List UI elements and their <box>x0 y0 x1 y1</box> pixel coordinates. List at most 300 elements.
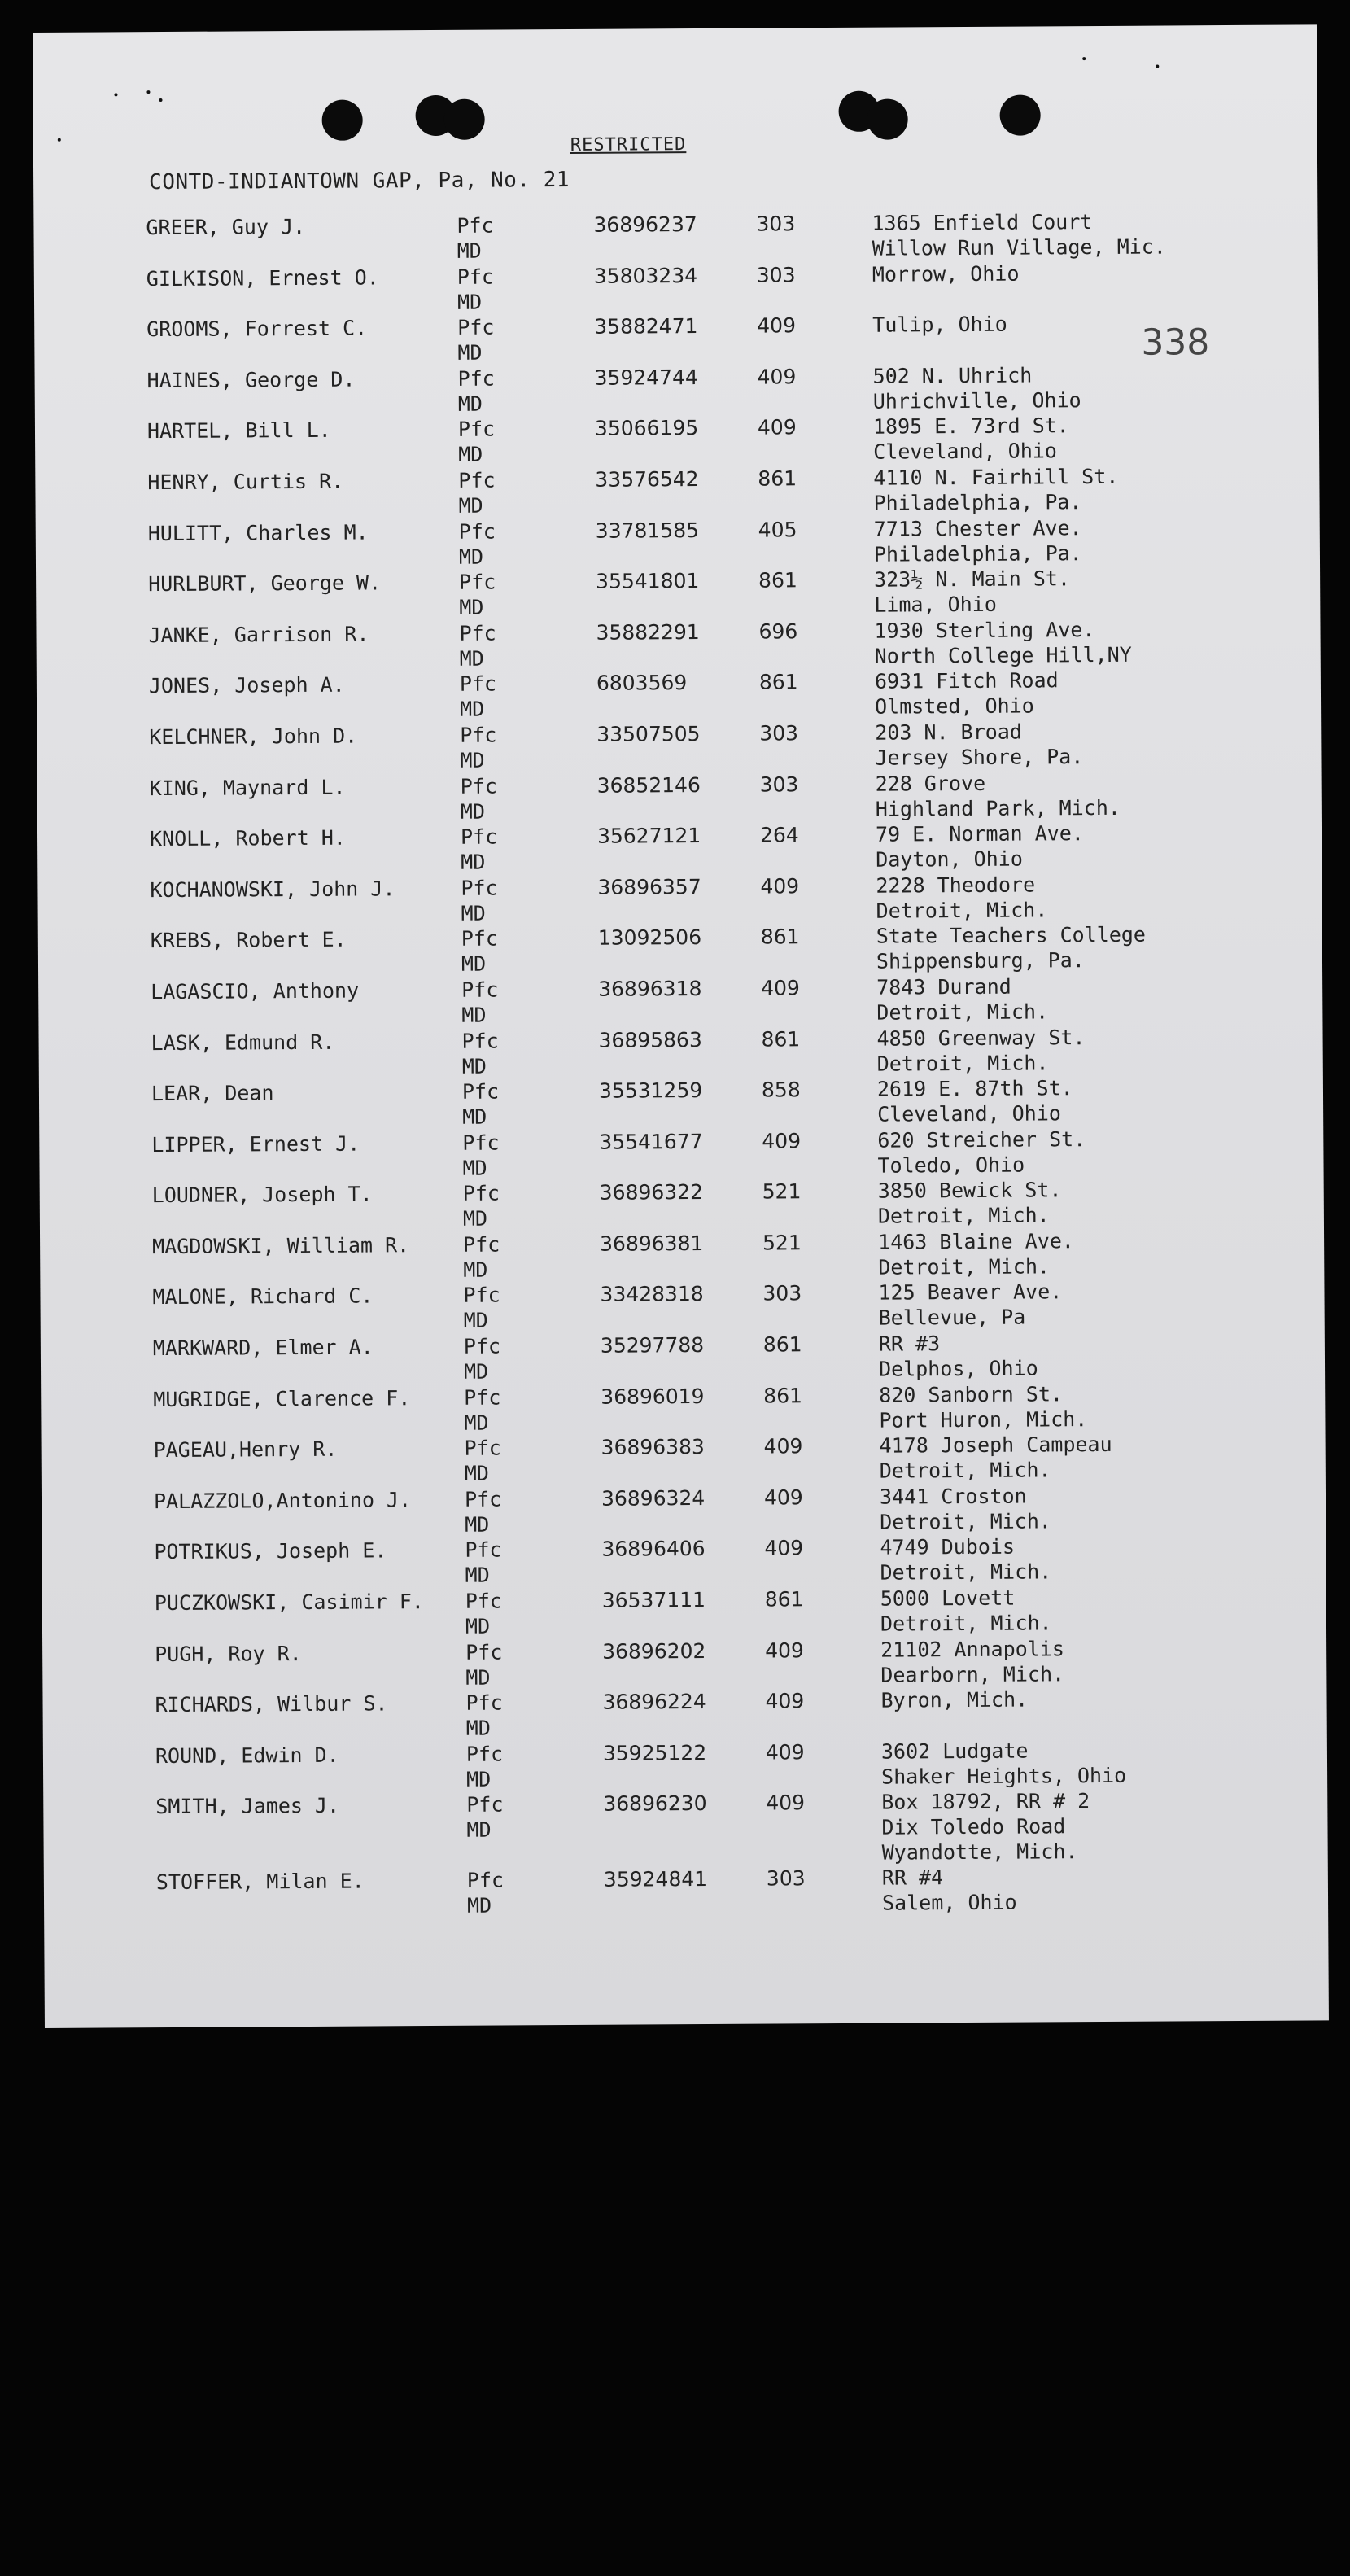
mos-code <box>765 1688 804 1713</box>
soldier-rank <box>458 417 496 467</box>
serial-number <box>604 1866 707 1892</box>
soldier-name <box>152 1182 373 1209</box>
serial-number <box>601 1384 704 1410</box>
speck <box>159 98 162 102</box>
home-address <box>873 464 1118 516</box>
soldier-rank <box>461 1028 499 1078</box>
roster-entry <box>42 1634 1326 1693</box>
roster-entry <box>36 615 1320 674</box>
home-address-line: Uhrichville, Ohio <box>872 387 1081 413</box>
roster-entry <box>38 1023 1322 1082</box>
mos-code-line: 303 <box>766 1866 806 1891</box>
home-address-line: 21102 Annapolis <box>880 1636 1065 1662</box>
serial-number-line: 35924841 <box>603 1867 708 1892</box>
soldier-rank-line: MD <box>458 493 483 518</box>
soldier-name-line: HENRY, Curtis R. <box>147 469 344 495</box>
soldier-rank <box>466 1741 504 1791</box>
home-address-line: 228 Grove <box>875 771 986 796</box>
home-address-line: Shaker Heights, Ohio <box>881 1763 1127 1789</box>
home-address <box>880 1483 1051 1534</box>
serial-number <box>597 823 701 849</box>
soldier-rank <box>465 1436 502 1486</box>
serial-number <box>596 721 700 747</box>
soldier-rank-line: MD <box>460 697 485 722</box>
serial-number <box>599 1078 702 1104</box>
home-address-line: Cleveland, Ohio <box>877 1101 1062 1126</box>
soldier-name <box>147 366 356 393</box>
soldier-rank-line: MD <box>460 799 486 824</box>
home-address <box>876 820 1084 873</box>
soldier-name-line: KELCHNER, John D. <box>149 724 358 750</box>
soldier-name-line: SMITH, James J. <box>155 1794 340 1819</box>
soldier-rank-line: Pfc <box>457 315 495 340</box>
mos-code-line: 409 <box>763 1434 803 1459</box>
mos-code-line: 409 <box>757 313 797 338</box>
home-address <box>876 922 1147 974</box>
speck <box>1156 65 1159 68</box>
home-address-line: Delphos, Ohio <box>878 1356 1038 1381</box>
mos-code-line: 409 <box>760 873 800 899</box>
soldier-rank <box>461 977 499 1027</box>
home-address-line: 323½ N. Main St. <box>874 566 1071 592</box>
soldier-rank <box>461 875 498 925</box>
soldier-rank <box>465 1486 502 1537</box>
soldier-name <box>155 1691 387 1718</box>
home-address <box>880 1687 1028 1713</box>
serial-number-line: 36896224 <box>602 1690 706 1714</box>
serial-number-line: 36896357 <box>597 874 701 899</box>
soldier-name <box>155 1793 339 1819</box>
soldier-name-line: GREER, Guy J. <box>146 214 306 240</box>
home-address <box>876 872 1047 923</box>
home-address-line: 1895 E. 73rd St. <box>872 413 1069 440</box>
roster-entry <box>42 1686 1326 1744</box>
mos-code-line: 303 <box>759 721 799 746</box>
home-address-line: Wyandotte, Mich. <box>881 1839 1078 1865</box>
serial-number <box>601 1485 705 1511</box>
mos-code-line: 861 <box>760 925 800 949</box>
roster-entry <box>42 1583 1326 1642</box>
soldier-rank-line: Pfc <box>457 213 494 238</box>
soldier-rank-line: Pfc <box>460 824 498 849</box>
home-address <box>881 1789 1090 1866</box>
soldier-rank-line: MD <box>461 1054 487 1078</box>
serial-number-line: 36896237 <box>593 212 697 237</box>
mos-code <box>767 1866 806 1892</box>
mos-code-line: 858 <box>761 1078 801 1102</box>
serial-number-line: 36896324 <box>601 1485 706 1511</box>
serial-number-line: 33428318 <box>600 1282 704 1307</box>
soldier-rank-line: MD <box>465 1665 491 1690</box>
soldier-rank <box>462 1130 500 1180</box>
home-address-line: Philadelphia, Pa. <box>873 540 1082 566</box>
serial-number <box>598 1026 701 1052</box>
soldier-rank-line: MD <box>465 1614 491 1638</box>
mos-code-line: 861 <box>764 1587 804 1612</box>
mos-code <box>758 619 797 644</box>
roster-entry <box>41 1380 1325 1438</box>
soldier-rank-line: MD <box>465 1716 491 1741</box>
home-address-line: Detroit, Mich. <box>880 1509 1052 1534</box>
mos-code-line: 303 <box>756 212 796 236</box>
soldier-name <box>152 1232 409 1259</box>
home-address <box>882 1865 1017 1916</box>
mos-code-line: 861 <box>763 1383 803 1408</box>
soldier-name-line: GROOMS, Forrest C. <box>146 316 368 342</box>
serial-number <box>601 1434 705 1460</box>
soldier-rank <box>462 1079 500 1130</box>
soldier-name <box>155 1589 424 1616</box>
mos-code <box>758 364 797 389</box>
serial-number <box>596 518 699 544</box>
home-address-line: Tulip, Ohio <box>872 312 1007 337</box>
soldier-rank-line: Pfc <box>464 1385 501 1410</box>
soldier-rank <box>461 926 499 977</box>
soldier-name-line: LEAR, Dean <box>151 1081 274 1106</box>
soldier-name <box>146 214 305 240</box>
soldier-rank-line: Pfc <box>465 1589 503 1613</box>
serial-number-line: 36852146 <box>596 772 701 798</box>
soldier-rank-line: MD <box>457 238 482 263</box>
mos-code <box>761 925 800 950</box>
home-address-line: Cleveland, Ohio <box>873 439 1058 465</box>
soldier-rank-line: Pfc <box>459 671 497 697</box>
mos-code-line: 409 <box>765 1638 804 1663</box>
home-address-line: Detroit, Mich. <box>879 1458 1051 1483</box>
soldier-name-line: LAGASCIO, Anthony <box>151 978 360 1004</box>
home-address-line: 1365 Enfield Court <box>872 210 1093 235</box>
serial-number <box>602 1638 706 1664</box>
soldier-rank-line: Pfc <box>465 1537 502 1563</box>
roster-entry <box>40 1227 1324 1285</box>
soldier-rank-line: Pfc <box>464 1436 501 1461</box>
home-address-line: North College Hill,NY <box>874 642 1132 668</box>
soldier-rank <box>459 570 496 620</box>
soldier-name <box>146 265 379 291</box>
serial-number-line: 35066195 <box>594 416 699 441</box>
mos-code <box>766 1739 805 1765</box>
mos-code <box>761 975 800 1000</box>
soldier-name-line: GILKISON, Ernest O. <box>146 265 379 291</box>
soldier-name-line: ROUND, Edwin D. <box>155 1743 339 1768</box>
soldier-rank-line: Pfc <box>463 1334 501 1358</box>
mos-code <box>759 670 798 695</box>
soldier-name-line: PALAZZOLO,Antonino J. <box>153 1488 412 1513</box>
roster-entry <box>43 1787 1328 1871</box>
soldier-rank-line: MD <box>461 901 486 925</box>
home-address <box>877 1075 1073 1126</box>
mos-code <box>764 1485 803 1510</box>
home-address-line: Shippensburg, Pa. <box>876 948 1085 973</box>
soldier-rank-line: MD <box>459 646 484 671</box>
soldier-rank-line: MD <box>458 545 484 569</box>
mos-code-line: 409 <box>765 1740 805 1765</box>
mos-code-line: 303 <box>759 772 799 797</box>
home-address <box>879 1331 1038 1382</box>
mos-code <box>766 1791 805 1816</box>
soldier-rank-line: Pfc <box>466 1792 504 1817</box>
mos-code-line: 861 <box>758 466 797 491</box>
mos-code <box>762 1281 802 1306</box>
soldier-rank-line: Pfc <box>457 265 495 289</box>
mos-code <box>763 1383 802 1408</box>
roster-entry <box>42 1431 1326 1489</box>
soldier-name <box>147 418 331 444</box>
home-address-line: 2619 E. 87th St. <box>876 1076 1073 1101</box>
soldier-rank-line: MD <box>466 1767 492 1791</box>
page-number: 338 <box>1141 321 1210 364</box>
home-address-line: Detroit, Mich. <box>878 1254 1051 1279</box>
roster-entry <box>37 717 1321 776</box>
soldier-name <box>148 519 369 546</box>
mos-code <box>764 1536 803 1561</box>
mos-code <box>764 1434 803 1459</box>
soldier-rank-line: Pfc <box>459 570 496 594</box>
mos-code <box>760 873 799 899</box>
soldier-rank <box>467 1868 505 1918</box>
mos-code <box>762 1128 801 1153</box>
home-address-line: Detroit, Mich. <box>876 1050 1049 1076</box>
soldier-name-line: MAGDOWSKI, William R. <box>152 1233 410 1259</box>
soldier-rank-line: Pfc <box>457 417 496 442</box>
home-address-line: Dix Toledo Road <box>881 1814 1066 1840</box>
serial-number-line: 35297788 <box>600 1333 705 1358</box>
soldier-name-line: RICHARDS, Wilbur S. <box>155 1691 388 1717</box>
soldier-rank-line: MD <box>457 290 483 314</box>
speck <box>1082 57 1086 60</box>
home-address <box>873 413 1069 465</box>
roster-entry <box>38 972 1322 1030</box>
mos-code <box>759 720 798 746</box>
home-address <box>876 769 1121 821</box>
roster-entry <box>36 565 1320 623</box>
roster-entry <box>33 208 1317 266</box>
punch-hole <box>444 99 485 140</box>
soldier-rank <box>464 1334 501 1384</box>
mos-code-line: 409 <box>757 365 797 389</box>
roster-entry <box>42 1481 1326 1540</box>
serial-number <box>595 415 698 441</box>
soldier-name-line: JONES, Joseph A. <box>148 673 345 698</box>
soldier-rank <box>460 722 497 772</box>
soldier-name <box>152 1284 373 1310</box>
soldier-name-line: MARKWARD, Elmer A. <box>152 1335 374 1361</box>
home-address-line: Morrow, Ohio <box>872 261 1020 286</box>
soldier-name <box>154 1538 387 1565</box>
home-address <box>873 362 1081 414</box>
punch-hole <box>999 94 1040 135</box>
mos-code-line: 409 <box>757 415 797 440</box>
home-address-line: 6931 Fitch Road <box>874 668 1059 694</box>
soldier-rank-line: Pfc <box>461 1029 499 1053</box>
soldier-name-line: HARTEL, Bill L. <box>146 418 331 444</box>
soldier-rank-line: Pfc <box>464 1487 502 1511</box>
home-address-line: Philadelphia, Pa. <box>873 490 1082 515</box>
home-address <box>880 1432 1112 1484</box>
serial-number <box>598 976 701 1002</box>
roster-entry <box>37 819 1322 877</box>
serial-number-line: 35541801 <box>596 569 700 593</box>
punch-hole <box>867 98 908 139</box>
mos-code <box>765 1638 804 1663</box>
serial-number-line: 36537111 <box>601 1588 706 1612</box>
home-address-line: Willow Run Village, Mic. <box>872 234 1166 260</box>
home-address-line: Salem, Ohio <box>881 1891 1017 1916</box>
soldier-rank-line: Pfc <box>463 1283 500 1308</box>
mos-code-line: 303 <box>762 1281 802 1306</box>
home-address <box>872 208 1166 260</box>
mos-code <box>757 262 796 287</box>
mos-code <box>758 517 797 542</box>
serial-number <box>600 1281 703 1307</box>
mos-code-line: 521 <box>762 1179 802 1204</box>
home-address-line: 3441 Croston <box>879 1484 1027 1509</box>
home-address-line: Detroit, Mich. <box>876 898 1048 923</box>
speck <box>146 90 150 94</box>
soldier-name <box>154 1437 338 1463</box>
home-address <box>878 1228 1074 1279</box>
soldier-rank-line: Pfc <box>460 723 497 747</box>
home-address-line: 7843 Durand <box>876 974 1011 999</box>
roster-entry <box>35 412 1319 470</box>
home-address-line: Byron, Mich. <box>880 1687 1029 1712</box>
soldier-name <box>153 1335 374 1362</box>
soldier-rank-line: MD <box>466 1818 492 1843</box>
roster-entry <box>44 1863 1328 1922</box>
serial-number-line: 33781585 <box>595 518 700 543</box>
soldier-name-line: HULITT, Charles M. <box>147 520 369 545</box>
roster-entry <box>37 667 1321 725</box>
serial-number-line: 36896230 <box>603 1791 707 1817</box>
home-address-line: Bellevue, Pa <box>878 1305 1026 1331</box>
soldier-rank <box>458 365 496 416</box>
soldier-name-line: MUGRIDGE, Clarence F. <box>153 1385 411 1411</box>
soldier-rank-line: Pfc <box>458 519 496 544</box>
serial-number-line: 33507505 <box>596 721 701 746</box>
home-address-line: Olmsted, Ohio <box>874 693 1034 719</box>
soldier-rank-line: MD <box>463 1257 488 1282</box>
soldier-name <box>150 774 346 800</box>
home-address-line: 3850 Bewick St. <box>877 1178 1062 1203</box>
home-address-line: 7713 Chester Ave. <box>873 515 1082 541</box>
home-address-line: 502 N. Uhrich <box>872 363 1033 388</box>
serial-number-line: 35541677 <box>599 1129 703 1154</box>
soldier-rank-line: MD <box>462 1104 487 1129</box>
soldier-name-line: KOCHANOWSKI, John J. <box>150 877 395 902</box>
soldier-name-line: KNOLL, Robert H. <box>149 825 346 851</box>
soldier-rank-line: Pfc <box>465 1690 503 1716</box>
mos-code-line: 861 <box>758 670 798 694</box>
home-address <box>877 1126 1086 1179</box>
soldier-rank <box>457 264 495 314</box>
soldier-rank <box>463 1231 500 1282</box>
soldier-rank-line: Pfc <box>465 1742 504 1766</box>
mos-code-line: 264 <box>759 823 799 847</box>
mos-code <box>758 415 797 440</box>
soldier-rank <box>466 1792 504 1843</box>
home-address <box>872 260 1020 286</box>
soldier-rank-line: MD <box>462 1156 487 1180</box>
mos-code <box>760 822 799 847</box>
home-address-line: 620 Streicher St. <box>877 1126 1086 1152</box>
soldier-rank-line: MD <box>461 850 486 874</box>
home-address <box>875 668 1059 719</box>
soldier-name <box>146 316 367 343</box>
soldier-name-line: KING, Maynard L. <box>149 775 346 800</box>
serial-number-line: 36896406 <box>601 1537 706 1562</box>
mos-code-line: 861 <box>762 1332 802 1357</box>
serial-number-line: 6803569 <box>596 671 688 696</box>
soldier-rank-line: MD <box>465 1564 490 1588</box>
soldier-name <box>149 672 345 698</box>
soldier-rank-line: Pfc <box>462 1181 500 1206</box>
soldier-rank <box>463 1181 500 1231</box>
home-address-line: 4749 Dubois <box>880 1535 1016 1560</box>
soldier-rank <box>465 1690 503 1741</box>
roster-entry <box>43 1736 1327 1795</box>
home-address-line: 4850 Greenway St. <box>876 1025 1086 1051</box>
soldier-name <box>156 1869 365 1896</box>
soldier-rank <box>461 773 498 824</box>
serial-number <box>600 1231 703 1257</box>
soldier-rank-line: MD <box>459 595 484 619</box>
home-address-line: Toledo, Ohio <box>877 1152 1025 1178</box>
serial-number-line: 35803234 <box>593 263 698 288</box>
serial-number <box>595 466 698 492</box>
soldier-rank-line: Pfc <box>458 468 496 492</box>
restricted-stamp: RESTRICTED <box>570 134 687 155</box>
soldier-rank <box>460 671 497 722</box>
home-address-line: Highland Park, Mich. <box>875 795 1121 821</box>
soldier-rank <box>459 620 496 671</box>
serial-number <box>601 1536 705 1562</box>
roster-entry <box>39 1074 1323 1132</box>
serial-number <box>596 670 688 696</box>
soldier-rank-line: MD <box>461 951 487 977</box>
soldier-rank-line: MD <box>464 1461 490 1486</box>
soldier-name <box>148 621 369 648</box>
soldier-name-line: PUCZKOWSKI, Casimir F. <box>154 1590 425 1616</box>
home-address <box>874 515 1082 567</box>
home-address-line: Detroit, Mich. <box>880 1611 1052 1636</box>
mos-code-line: 409 <box>761 976 800 1000</box>
serial-number <box>603 1791 706 1817</box>
roster-entry <box>34 259 1318 317</box>
mos-code <box>757 313 796 338</box>
soldier-rank <box>464 1384 501 1435</box>
mos-code <box>765 1586 804 1612</box>
home-address <box>876 973 1048 1025</box>
home-address-line: Box 18792, RR # 2 <box>881 1789 1090 1815</box>
document-page <box>33 24 1329 2028</box>
home-address <box>874 566 1070 617</box>
home-address-line: 79 E. Norman Ave. <box>875 821 1084 846</box>
roster-entry <box>40 1278 1324 1336</box>
serial-number-line: 13092506 <box>597 925 702 951</box>
soldier-name <box>151 977 359 1004</box>
soldier-rank-line: MD <box>465 1512 490 1537</box>
soldier-rank-line: MD <box>461 1003 487 1027</box>
home-address-line: 4178 Joseph Campeau <box>879 1432 1112 1458</box>
soldier-rank-line: MD <box>462 1206 488 1231</box>
soldier-rank <box>461 824 498 875</box>
roster-entry <box>39 1125 1323 1183</box>
soldier-name-line: HAINES, George D. <box>146 367 356 392</box>
home-address-line: Dayton, Ohio <box>876 846 1023 872</box>
serial-number <box>599 1129 702 1155</box>
home-address-line: Detroit, Mich. <box>876 999 1049 1025</box>
soldier-name <box>149 724 357 750</box>
